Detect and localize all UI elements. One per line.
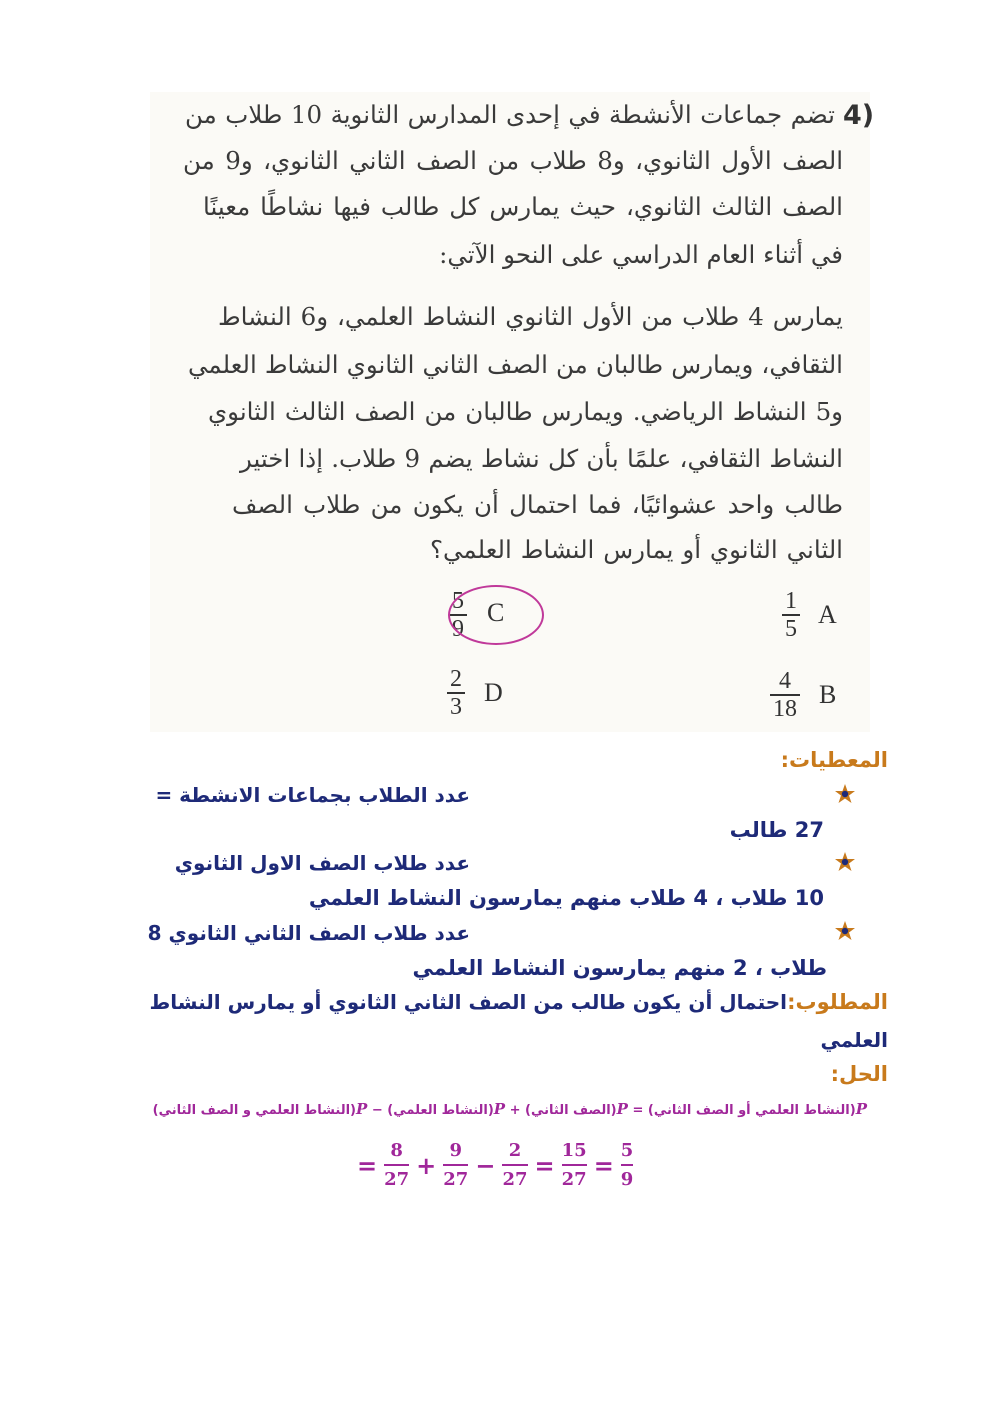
- fraction-5-9: 5 9: [620, 1140, 634, 1190]
- question-line-10: الثاني الثانوي أو يمارس النشاط العلمي؟: [430, 535, 843, 564]
- option-b-letter[interactable]: B: [819, 680, 837, 709]
- fraction-2-27: 2 27: [502, 1140, 528, 1190]
- givens-heading: المعطيات:: [780, 748, 888, 772]
- option-b-fraction[interactable]: 4 18: [770, 668, 800, 722]
- option-a-fraction[interactable]: 1 5: [782, 588, 800, 642]
- required-line-b: العلمي: [820, 1028, 888, 1052]
- given-3-line-a: عدد طلاب الصف الثاني الثانوي 8: [147, 921, 470, 945]
- fraction-9-27: 9 27: [443, 1140, 469, 1190]
- option-d-letter[interactable]: D: [484, 678, 503, 707]
- given-1-line-b: 27 طالب: [729, 818, 824, 842]
- question-number: 4): [843, 100, 875, 131]
- required-heading: المطلوب:: [787, 990, 888, 1014]
- solution-heading: الحل:: [830, 1062, 888, 1086]
- question-line-7: و5 النشاط الرياضي. ويمارس طالبان من الصف الثالث الثانوي: [208, 397, 843, 426]
- question-line-5: يمارس 4 طلاب من الأول الثانوي النشاط العلمي، و6 النشاط: [218, 302, 843, 331]
- fraction-15-27: 15 27: [561, 1140, 587, 1190]
- required-line-a: احتمال أن يكون طالب من الصف الثاني الثانوي أو يمارس النشاط: [149, 990, 787, 1014]
- option-d-fraction[interactable]: 2 3: [447, 666, 465, 720]
- question-line-8: النشاط الثقافي، علمًا بأن كل نشاط يضم 9 طلاب. إذا اختير: [240, 444, 843, 473]
- answer-circle: [448, 585, 544, 645]
- given-3-line-b: طلاب ، 2 منهم يمارسون النشاط العلمي: [412, 956, 827, 980]
- result-equation: = 8 27 + 9 27 − 2 27 = 15 27 = 5 9: [357, 1140, 634, 1190]
- question-line-4: في أثناء العام الدراسي على النحو الآتي:: [439, 240, 843, 269]
- star-bullet-icon: [834, 851, 856, 873]
- option-a-letter[interactable]: A: [818, 600, 837, 629]
- option-c-letter[interactable]: C: [487, 598, 505, 627]
- given-2-line-a: عدد طلاب الصف الاول الثانوي: [174, 851, 470, 875]
- question-line-1: تضم جماعات الأنشطة في إحدى المدارس الثانوية 10 طلاب من: [185, 100, 835, 129]
- star-bullet-icon: [834, 920, 856, 942]
- fraction-8-27: 8 27: [384, 1140, 410, 1190]
- probability-formula: P(النشاط العلمي أو الصف الثاني) = P(الصف الثاني) + P(النشاط العلمي) − P(النشاط العلمي و الصف الثاني): [152, 1100, 867, 1118]
- question-line-9: طالب واحد عشوائيًا، فما احتمال أن يكون من طلاب الصف: [232, 490, 843, 519]
- star-bullet-icon: [834, 783, 856, 805]
- given-2-line-b: 10 طلاب ، 4 طلاب منهم يمارسون النشاط العلمي: [308, 886, 824, 910]
- given-1-line-a: عدد الطلاب بجماعات الانشطة =: [155, 783, 470, 807]
- option-c-fraction[interactable]: 5 9: [449, 588, 467, 642]
- question-line-6: الثقافي، ويمارس طالبان من الصف الثاني الثانوي النشاط العلمي: [188, 350, 843, 379]
- question-line-2: الصف الأول الثانوي، و8 طلاب من الصف الثاني الثانوي، و9 من: [183, 146, 844, 175]
- question-line-3: الصف الثالث الثانوي، حيث يمارس كل طالب فيها نشاطًا معينًا: [203, 192, 843, 221]
